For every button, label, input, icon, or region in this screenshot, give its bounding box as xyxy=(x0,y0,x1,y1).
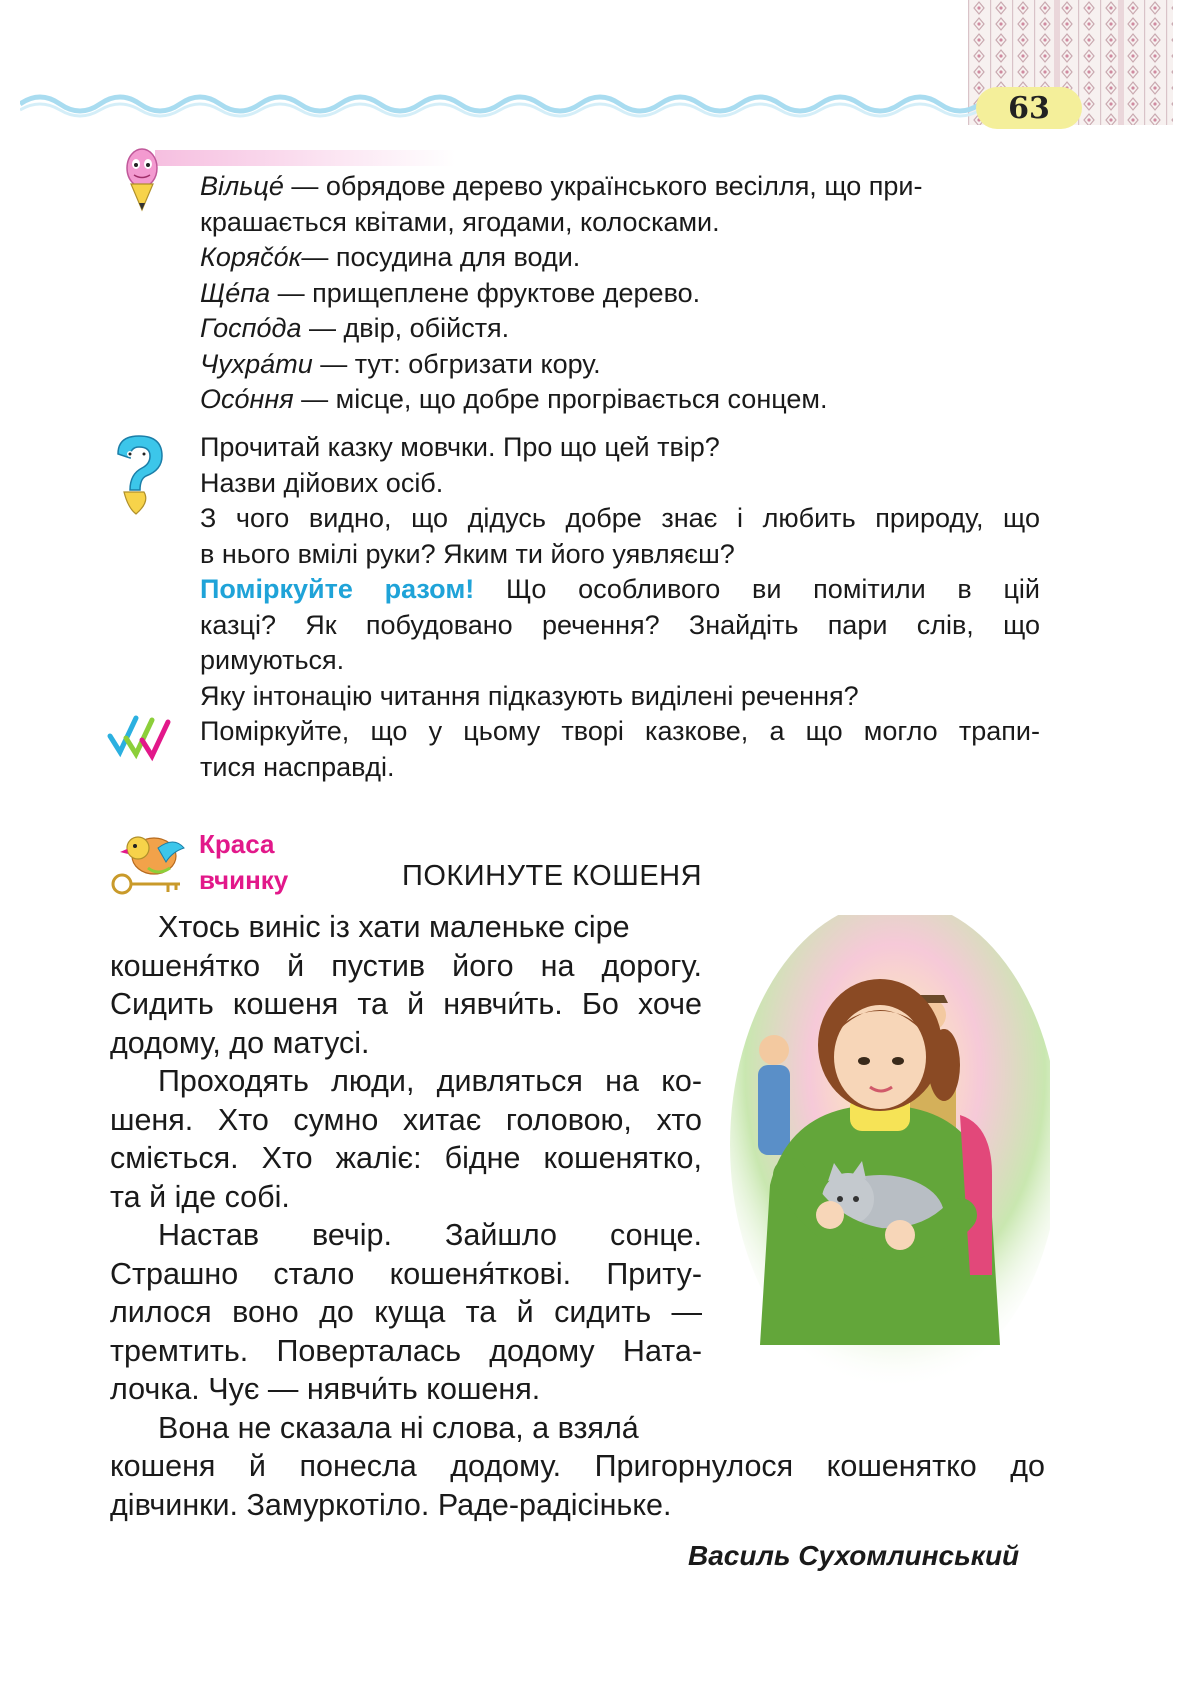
glossary-entry xyxy=(200,240,1040,276)
story-line: Вона не сказала ні слова, а взяла́ xyxy=(158,1410,639,1445)
question-text: Поміркуйте, що у цьому творі казкове, а що могло трапи- xyxy=(200,716,1040,746)
question-text: тися насправді. xyxy=(200,751,395,782)
glossary xyxy=(200,169,1040,418)
story-line: шеня. Хто сумно хитає головою, хто xyxy=(110,1102,702,1137)
pencil-mascot-icon xyxy=(124,146,160,214)
story-line: Хтось виніс із хати маленьке сіре xyxy=(158,910,630,944)
glossary-term: Госпо́да xyxy=(200,313,302,343)
glossary-definition: — двір, обійстя. xyxy=(301,313,510,343)
story-line: Настав вечір. Зайшло сонце. xyxy=(158,1218,702,1252)
glossary-definition: — обрядове дерево українського весілля, що при- xyxy=(283,171,923,201)
question-mark-icon xyxy=(110,432,168,522)
story-line: кошеня́тко й пустив його на дорогу. xyxy=(110,948,702,983)
question-text: римуються. xyxy=(200,645,345,675)
questions xyxy=(200,430,1040,785)
story-line: лочка. Чує — нявчи́ть кошеня. xyxy=(110,1372,541,1406)
bird-key-icon xyxy=(108,828,190,898)
checkmarks-icon xyxy=(106,712,176,762)
story-line: лилося воно до куща та й сидить — xyxy=(110,1295,702,1329)
section-highlight-bar xyxy=(155,150,455,166)
girl-with-kitten-illustration xyxy=(730,915,1050,1395)
glossary-term: Чухра́ти xyxy=(200,348,313,379)
wave-decoration xyxy=(20,86,980,122)
discuss-label: Поміркуйте разом! xyxy=(200,574,475,604)
discuss-line: Поміркуйте разом! Що особливого ви помітили в цій xyxy=(200,574,1040,604)
question-text: З чого видно, що дідусь добре знає і любить природу, що xyxy=(200,503,1040,533)
question-text: Назви дійових осіб. xyxy=(200,467,444,498)
glossary-continuation: крашається квітами, ягодами, колосками. xyxy=(200,206,720,237)
story-author: Василь Сухомлинський xyxy=(688,1540,1020,1571)
glossary-entry xyxy=(200,311,1040,347)
story-line: Проходять люди, дивляться на ко- xyxy=(158,1064,702,1098)
glossary-term: Ще́па xyxy=(200,277,271,308)
glossary-term: Вільце́ xyxy=(200,171,284,201)
question-text: в нього вмілі руки? Яким ти його уявляєш? xyxy=(200,538,735,569)
glossary-entry xyxy=(200,347,1040,383)
question-text: казці? Як побудовано речення? Знайдіть пари слів, що xyxy=(200,609,1040,640)
story-line: кошеня й понесла додому. Пригорнулося кошенятко до xyxy=(110,1449,1045,1483)
glossary-definition: — місце, що добре прогрівається сонцем. xyxy=(293,384,828,414)
glossary-entry xyxy=(200,382,1040,418)
page-number: 63 xyxy=(976,87,1082,129)
question-text: Прочитай казку мовчки. Про що цей твір? xyxy=(200,432,720,462)
glossary-term: Коряčо́к xyxy=(200,242,302,272)
story-line: та й іде собі. xyxy=(110,1179,290,1214)
question-text: Яку інтонацію читання підказують виділені речення? xyxy=(200,680,859,711)
story-line: тремтить. Поверталась додому Ната- xyxy=(110,1333,702,1368)
story-line: Сидить кошеня та й нявчи́ть. Бо хоче xyxy=(110,987,702,1021)
story-title: ПОКИНУТЕ КОШЕНЯ xyxy=(402,860,703,892)
rubric-label: Краса вчинку xyxy=(199,829,289,895)
glossary-definition: — тут: обгризати кору. xyxy=(312,348,601,379)
story-line: додому, до матусі. xyxy=(110,1025,370,1060)
story-line: сміється. Хто жаліє: бідне кошенятко, xyxy=(110,1141,702,1175)
glossary-entry xyxy=(200,276,1040,312)
glossary-definition: — посудина для води. xyxy=(301,242,581,272)
glossary-definition: — прищеплене фруктове дерево. xyxy=(270,277,701,308)
glossary-entry xyxy=(200,169,1040,205)
glossary-term: Осо́ння xyxy=(200,384,294,414)
story-line: дівчинки. Замуркотіло. Раде-радісіньке. xyxy=(110,1487,672,1522)
story-line: Страшно стало кошеня́ткові. Приту- xyxy=(110,1256,702,1291)
